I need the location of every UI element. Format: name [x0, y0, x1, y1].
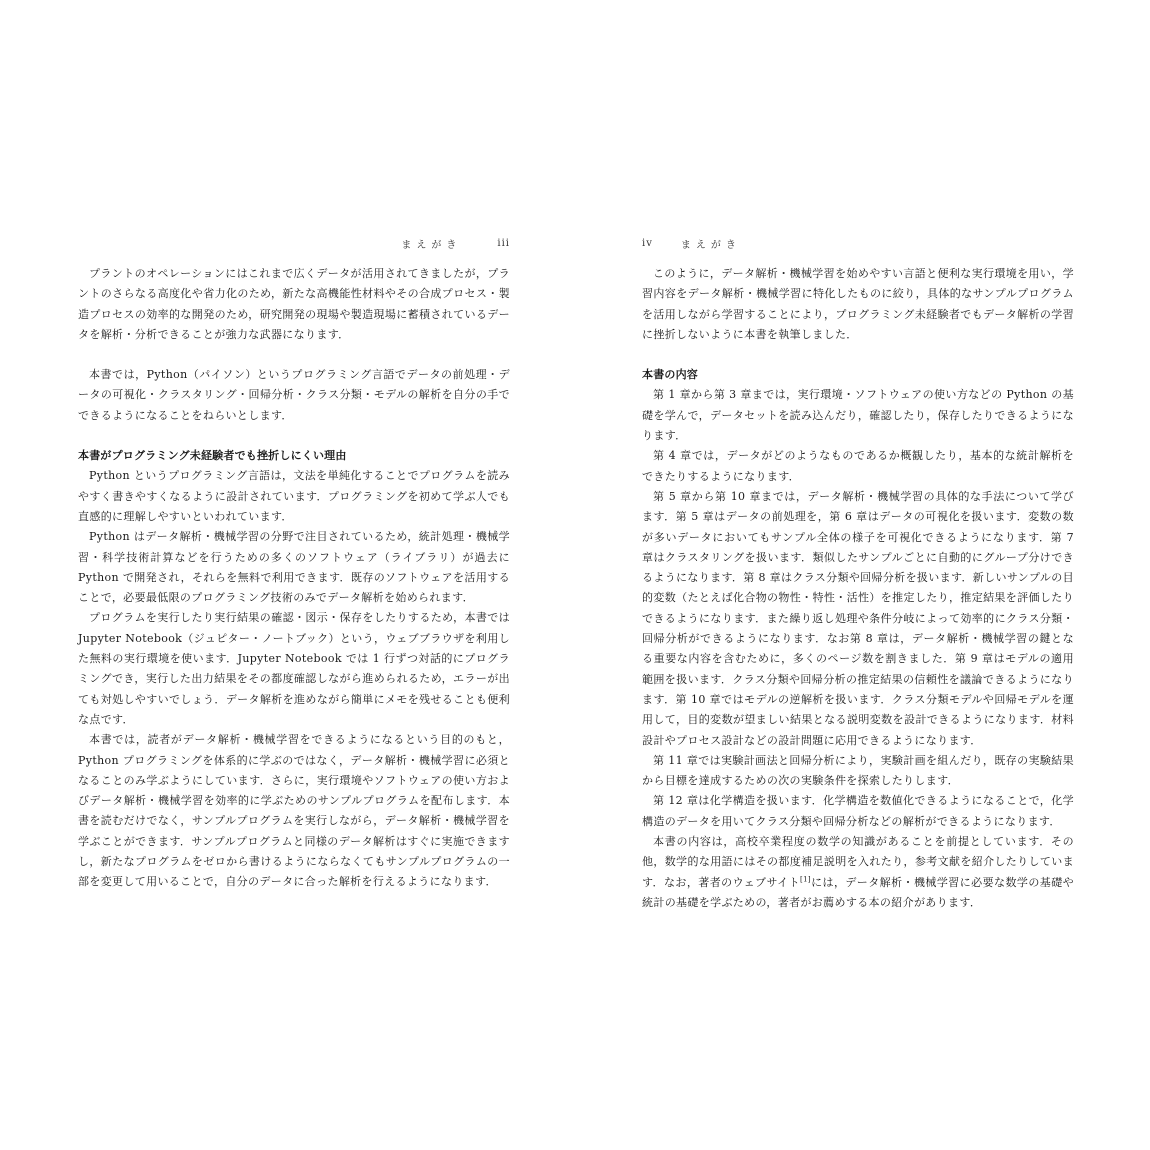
paragraph: Python はデータ解析・機械学習の分野で注目されているため，統計処理・機械学習・科学技術計算などを行うための多くのソフトウェア（ライブラリ）が過去に Python で開発され，それらを無料で利用できます．既存のソフトウェアを活用することで，必要最低限のプログラミング技術のみでデータ解析を始められます．: [78, 530, 510, 605]
left-running-head: [78, 232, 510, 254]
right-body-text: [642, 264, 1074, 913]
paragraph: 第 11 章では実験計画法と回帰分析により，実験計画を組んだり，既存の実験結果から目標を達成するための次の実験条件を探索したりします．: [642, 753, 1074, 788]
left-body-text: [78, 264, 510, 893]
right-page: [642, 232, 1074, 913]
left-page-number: iii: [497, 237, 510, 249]
paragraph: Python というプログラミング言語は，文法を単純化することでプログラムを読みやすく書きやすくなるように設計されています．プログラミングを初めて学ぶ人でも直感的に理解しやすいといわれています．: [78, 469, 510, 523]
paragraph: このように，データ解析・機械学習を始めやすい言語と便利な実行環境を用い，学習内容をデータ解析・機械学習に特化したものに絞り，具体的なサンプルプログラムを活用しながら学習することにより，プログラミング未経験者でもデータ解析の学習に挫折しないように本書を執筆しました．: [642, 267, 1074, 341]
section-heading: 本書がプログラミング未経験者でも挫折しにくい理由: [78, 449, 347, 463]
paragraph: 第 1 章から第 3 章までは，実行環境・ソフトウェアの使い方などの Python の基礎を学んで，データセットを読み込んだり，確認したり，保存したりできるようになります．: [642, 388, 1074, 443]
paragraph: プラントのオペレーションにはこれまで広くデータが活用されてきましたが，プラントのさらなる高度化や省力化のため，新たな高機能性材料やその合成プロセス・製造プロセスの効率的な開発のため，研究開発の現場や製造現場に蓄積されているデータを解析・分析できることが強力な武器になります．: [78, 267, 510, 341]
paragraph: 第 12 章は化学構造を扱います．化学構造を数値化できるようになることで，化学構造のデータを用いてクラス分類や回帰分析などの解析ができるようになります．: [642, 794, 1074, 828]
paragraph: 第 4 章では，データがどのようなものであるか概観したり，基本的な統計解析をできたりするようになります．: [642, 449, 1074, 483]
paragraph: プログラムを実行したり実行結果の確認・図示・保存をしたりするため，本書では Jupyter Notebook（ジュピター・ノートブック）という，ウェブブラウザを利用した無料の実行環境を使います．Jupyter Notebook では 1 行ずつ対話的にプログラミングでき，実行した出力結果をその都度確認しながら進められるため，エラーが出ても対処しやすいでしょう．データ解析を進めながら簡単にメモを残せることも便利な点です．: [78, 611, 510, 726]
paragraph-text: には，データ解析・機械学習に必要な数学の基礎や統計の基礎を学ぶための，著者がお薦めする本の紹介があります．: [642, 875, 1074, 909]
section-heading: 本書の内容: [642, 368, 698, 382]
paragraph: 本書では，読者がデータ解析・機械学習をできるようになるという目的のもと，Python プログラミングを体系的に学ぶのではなく，データ解析・機械学習に必須となることのみ学ぶようにしています．さらに，実行環境やソフトウェアの使い方およびデータ解析・機械学習を効率的に学ぶためのサンプルプログラムを配布します．本書を読むだけでなく，サンプルプログラムを実行しながら，データ解析・機械学習を学ぶことができます．サンプルプログラムと同様のデータ解析はすぐに実施できますし，新たなプログラムをゼロから書けるようにならなくてもサンプルプログラムの一部を変更して用いることで，自分のデータに合った解析を行えるようになります．: [78, 733, 510, 889]
right-running-title: まえがき: [680, 239, 741, 251]
right-page-number: iv: [642, 237, 653, 249]
paragraph: [642, 832, 1074, 913]
paragraph-text: 本書の内容は，高校卒業程度の数学の知識があることを前提としています．その他，数学的な用語にはその都度補足説明を入れたり，参考文献を紹介したりしています．なお，著者のウェブサイト: [642, 835, 1074, 889]
right-running-head: [642, 232, 1074, 254]
paragraph: 第 5 章から第 10 章までは，データ解析・機械学習の具体的な手法について学びます．第 5 章はデータの前処理を，第 6 章はデータの可視化を扱います．変数の数が多いデータにおいてもサンプル全体の様子を可視化できるようになります．第 7 章はクラスタリングを扱います．類似したサンプルごとに自動的にグループ分けできるようになります．第 8 章はクラス分類や回帰分析を扱います．新しいサンプルの目的変数（たとえば化合物の物性・特性・活性）を推定したり，推定結果を評価したりできるようになります．また繰り返し処理や条件分岐によって効率的にクラス分類・回帰分析ができるようになります．なお第 8 章は，データ解析・機械学習の鍵となる重要な内容を含むために，多くのページ数を割きました．第 9 章はモデルの適用範囲を扱います．クラス分類や回帰分析の推定結果の信頼性を議論できるようになります．第 10 章ではモデルの逆解析を扱います．クラス分類モデルや回帰モデルを運用して，目的変数が望ましい結果となる説明変数を設計できるようになります．材料設計やプロセス設計などの設計問題に応用できるようになります．: [642, 489, 1074, 747]
footnote-reference: [1]: [800, 874, 811, 883]
left-running-title: まえがき: [401, 239, 462, 251]
paragraph: 本書では，Python（パイソン）というプログラミング言語でデータの前処理・データの可視化・クラスタリング・回帰分析・クラス分類・モデルの解析を自分の手でできるようになることをねらいとします．: [78, 368, 510, 422]
left-page: [78, 232, 510, 893]
